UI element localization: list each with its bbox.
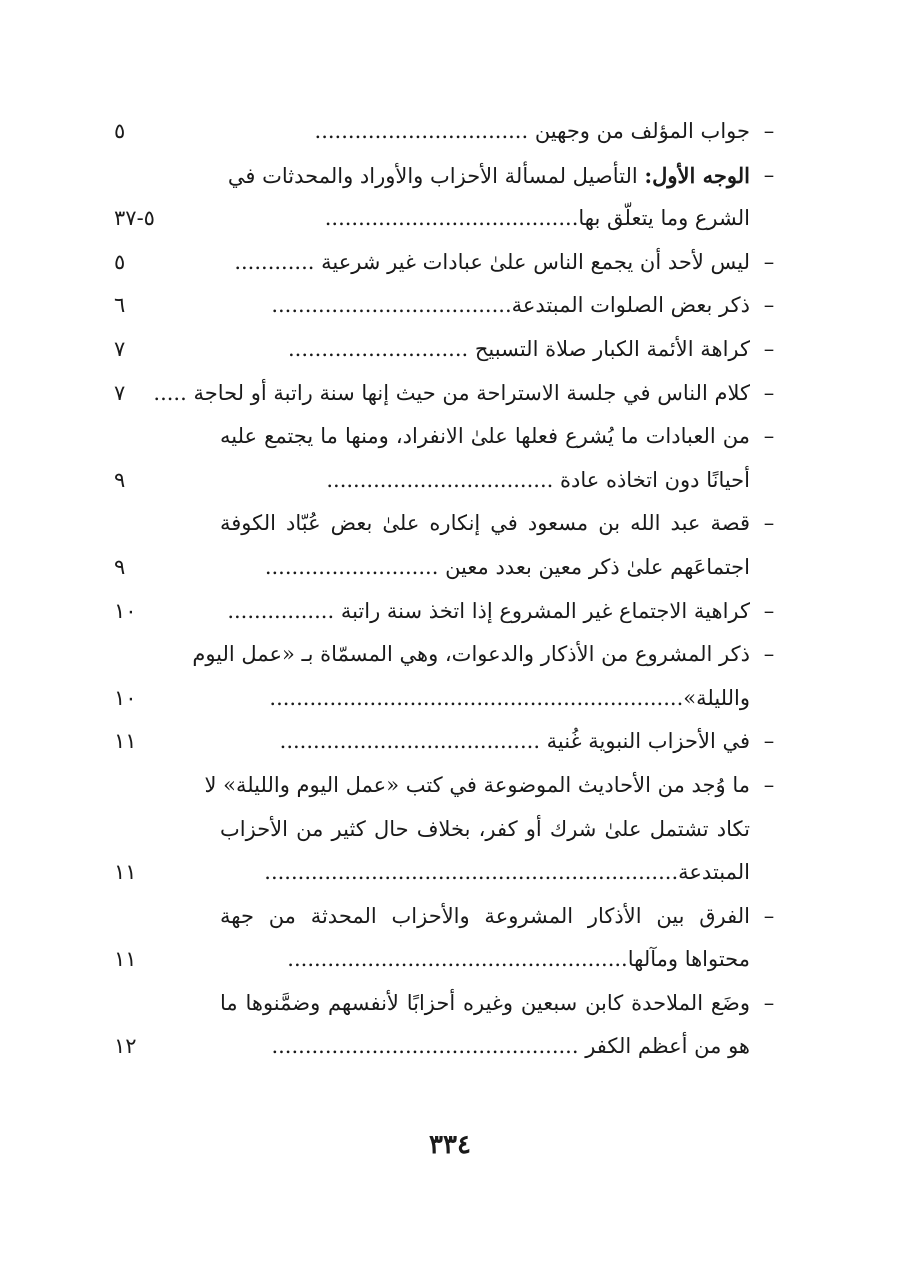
toc-entry bbox=[110, 720, 780, 764]
entry-text bbox=[220, 110, 750, 154]
entry-title: أحيانًا دون اتخاذه عادة bbox=[553, 467, 750, 492]
toc-line bbox=[110, 154, 780, 198]
entry-title: كلام الناس في جلسة الاستراحة من حيث إنها سنة راتبة أو لحاجة bbox=[186, 380, 750, 405]
page-number: ٣٣٤ bbox=[429, 1130, 471, 1160]
leader-dots: .............................................................. bbox=[269, 685, 684, 710]
entry-text bbox=[220, 851, 750, 895]
toc-entry bbox=[110, 372, 780, 416]
toc-line bbox=[110, 851, 780, 895]
entry-title: المبتدعة bbox=[678, 860, 750, 885]
toc-line bbox=[110, 764, 780, 808]
entry-page-number: ٩ bbox=[114, 554, 126, 579]
toc-line bbox=[110, 720, 780, 764]
entry-text bbox=[220, 154, 750, 199]
toc-line bbox=[110, 372, 780, 416]
entry-title: تكاد تشتمل علىٰ شرك أو كفر، بخلاف حال كثير من الأحزاب bbox=[220, 816, 750, 841]
entry-page-number: ١١ bbox=[114, 729, 137, 754]
toc-line bbox=[110, 328, 780, 372]
entry-page-number: ١٠ bbox=[114, 685, 137, 710]
entry-bold-lead: الوجه الأول: bbox=[644, 162, 750, 188]
leader-dots: ....................................... bbox=[279, 729, 540, 754]
entry-page-number: ٩ bbox=[114, 467, 126, 492]
entry-dash: – bbox=[763, 598, 775, 623]
toc-line bbox=[110, 502, 780, 546]
leader-dots: ..... bbox=[153, 380, 187, 405]
entry-text bbox=[220, 1025, 750, 1069]
toc-line bbox=[110, 197, 780, 241]
entry-title: هو من أعظم الكفر bbox=[578, 1034, 750, 1059]
entry-text bbox=[220, 938, 750, 982]
entry-page-number: ٥ bbox=[114, 249, 126, 274]
toc-entry bbox=[110, 110, 780, 154]
toc-entry bbox=[110, 502, 780, 589]
toc-line bbox=[110, 284, 780, 328]
toc-line bbox=[110, 110, 780, 154]
entry-page-number: ٥-٣٧ bbox=[114, 206, 155, 231]
entry-text bbox=[220, 546, 750, 590]
entry-text bbox=[220, 415, 750, 459]
entry-title: ليس لأحد أن يجمع الناس علىٰ عبادات غير شرعية bbox=[314, 249, 750, 274]
entry-title: والليلة» bbox=[683, 685, 750, 710]
entry-page-number: ١٢ bbox=[114, 1034, 137, 1059]
entry-title: كراهية الاجتماع غير المشروع إذا اتخذ سنة راتبة bbox=[334, 598, 750, 623]
entry-text bbox=[220, 328, 750, 372]
leader-dots: ................................................... bbox=[287, 947, 628, 972]
entry-dash: – bbox=[763, 119, 775, 143]
toc-entry bbox=[110, 284, 780, 328]
entry-text bbox=[220, 982, 750, 1026]
entry-title: الفرق بين الأذكار المشروعة والأحزاب المحدثة من جهة bbox=[220, 903, 750, 928]
leader-dots: ................ bbox=[227, 598, 335, 623]
entry-dash: – bbox=[763, 511, 775, 536]
leader-dots: ................................ bbox=[314, 119, 529, 143]
entry-text bbox=[220, 197, 750, 241]
entry-title: من العبادات ما يُشرع فعلها علىٰ الانفراد، ومنها ما يجتمع عليه bbox=[220, 424, 750, 449]
toc-entry bbox=[110, 982, 780, 1069]
entry-title: ما وُجد من الأحاديث الموضوعة في كتب «عمل اليوم والليلة» لا bbox=[204, 772, 750, 797]
toc-line bbox=[110, 895, 780, 939]
entry-text bbox=[204, 764, 750, 808]
leader-dots: ............ bbox=[234, 249, 315, 274]
entry-dash: – bbox=[763, 336, 775, 361]
toc-entry bbox=[110, 764, 780, 895]
leader-dots: .............................................................. bbox=[264, 860, 679, 885]
entry-page-number: ١١ bbox=[114, 947, 137, 972]
toc-line bbox=[110, 459, 780, 503]
entry-dash: – bbox=[763, 642, 775, 667]
toc-entry bbox=[110, 590, 780, 634]
entry-dash: – bbox=[763, 424, 775, 449]
entry-page-number: ١١ bbox=[114, 860, 137, 885]
toc-line bbox=[110, 633, 780, 677]
entry-page-number: ١٠ bbox=[114, 598, 137, 623]
leader-dots: ........................... bbox=[287, 336, 469, 361]
entry-title: ذكر بعض الصلوات المبتدعة bbox=[511, 293, 750, 318]
entry-text bbox=[192, 633, 750, 677]
entry-page-number: ٧ bbox=[114, 336, 126, 361]
leader-dots: ...................................... bbox=[324, 206, 579, 231]
entry-text bbox=[220, 590, 750, 634]
leader-dots: .................................. bbox=[326, 467, 554, 492]
toc-line bbox=[110, 241, 780, 285]
entry-title: كراهة الأئمة الكبار صلاة التسبيح bbox=[468, 336, 750, 361]
entry-dash: – bbox=[763, 729, 775, 754]
leader-dots: .................................... bbox=[271, 293, 512, 318]
entry-dash: – bbox=[763, 903, 775, 928]
entry-title: التأصيل لمسألة الأحزاب والأوراد والمحدثات في bbox=[227, 163, 645, 188]
toc-entry bbox=[110, 633, 780, 720]
entry-text bbox=[220, 459, 750, 503]
entry-text bbox=[220, 284, 750, 328]
toc-line bbox=[110, 938, 780, 982]
entry-title: قصة عبد الله بن مسعود في إنكاره علىٰ بعض عُبّاد الكوفة bbox=[220, 511, 750, 536]
entry-page-number: ٥ bbox=[114, 119, 126, 143]
entry-dash: – bbox=[763, 162, 775, 187]
entry-text bbox=[220, 720, 750, 764]
entry-page-number: ٦ bbox=[114, 293, 126, 318]
toc-line bbox=[110, 982, 780, 1026]
entry-title: الشرع وما يتعلّق بها bbox=[578, 206, 750, 231]
entry-dash: – bbox=[763, 772, 775, 797]
leader-dots: .............................................. bbox=[271, 1034, 579, 1059]
toc-entry bbox=[110, 154, 780, 241]
entry-text bbox=[220, 895, 750, 939]
entry-title: ذكر المشروع من الأذكار والدعوات، وهي المسمّاة بـ «عمل اليوم bbox=[192, 642, 750, 667]
entry-dash: – bbox=[763, 249, 775, 274]
entry-dash: – bbox=[763, 990, 775, 1015]
entry-title: وضَع الملاحدة كابن سبعين وغيره أحزابًا لأنفسهم وضمَّنوها ما bbox=[220, 990, 750, 1015]
entry-text bbox=[220, 677, 750, 721]
entry-title: في الأحزاب النبوية غُنية bbox=[540, 729, 750, 754]
entry-title: جواب المؤلف من وجهين bbox=[528, 119, 750, 143]
toc-line bbox=[110, 677, 780, 721]
toc-entry bbox=[110, 895, 780, 982]
toc-entry bbox=[110, 328, 780, 372]
entry-dash: – bbox=[763, 293, 775, 318]
toc-line bbox=[110, 415, 780, 459]
entry-text bbox=[220, 502, 750, 546]
toc-entry bbox=[110, 241, 780, 285]
table-of-contents bbox=[110, 110, 780, 1069]
entry-title: اجتماعَهم علىٰ ذكر معين بعدد معين bbox=[438, 554, 750, 579]
entry-title: محتواها ومآلها bbox=[627, 947, 750, 972]
entry-page-number: ٧ bbox=[114, 380, 126, 405]
entry-text bbox=[220, 241, 750, 285]
entry-text bbox=[153, 372, 750, 416]
toc-entry bbox=[110, 415, 780, 502]
leader-dots: .......................... bbox=[264, 554, 439, 579]
toc-line bbox=[110, 1025, 780, 1069]
entry-dash: – bbox=[763, 380, 775, 405]
toc-line bbox=[110, 546, 780, 590]
toc-line bbox=[110, 808, 780, 852]
entry-text bbox=[220, 808, 750, 852]
toc-line bbox=[110, 590, 780, 634]
